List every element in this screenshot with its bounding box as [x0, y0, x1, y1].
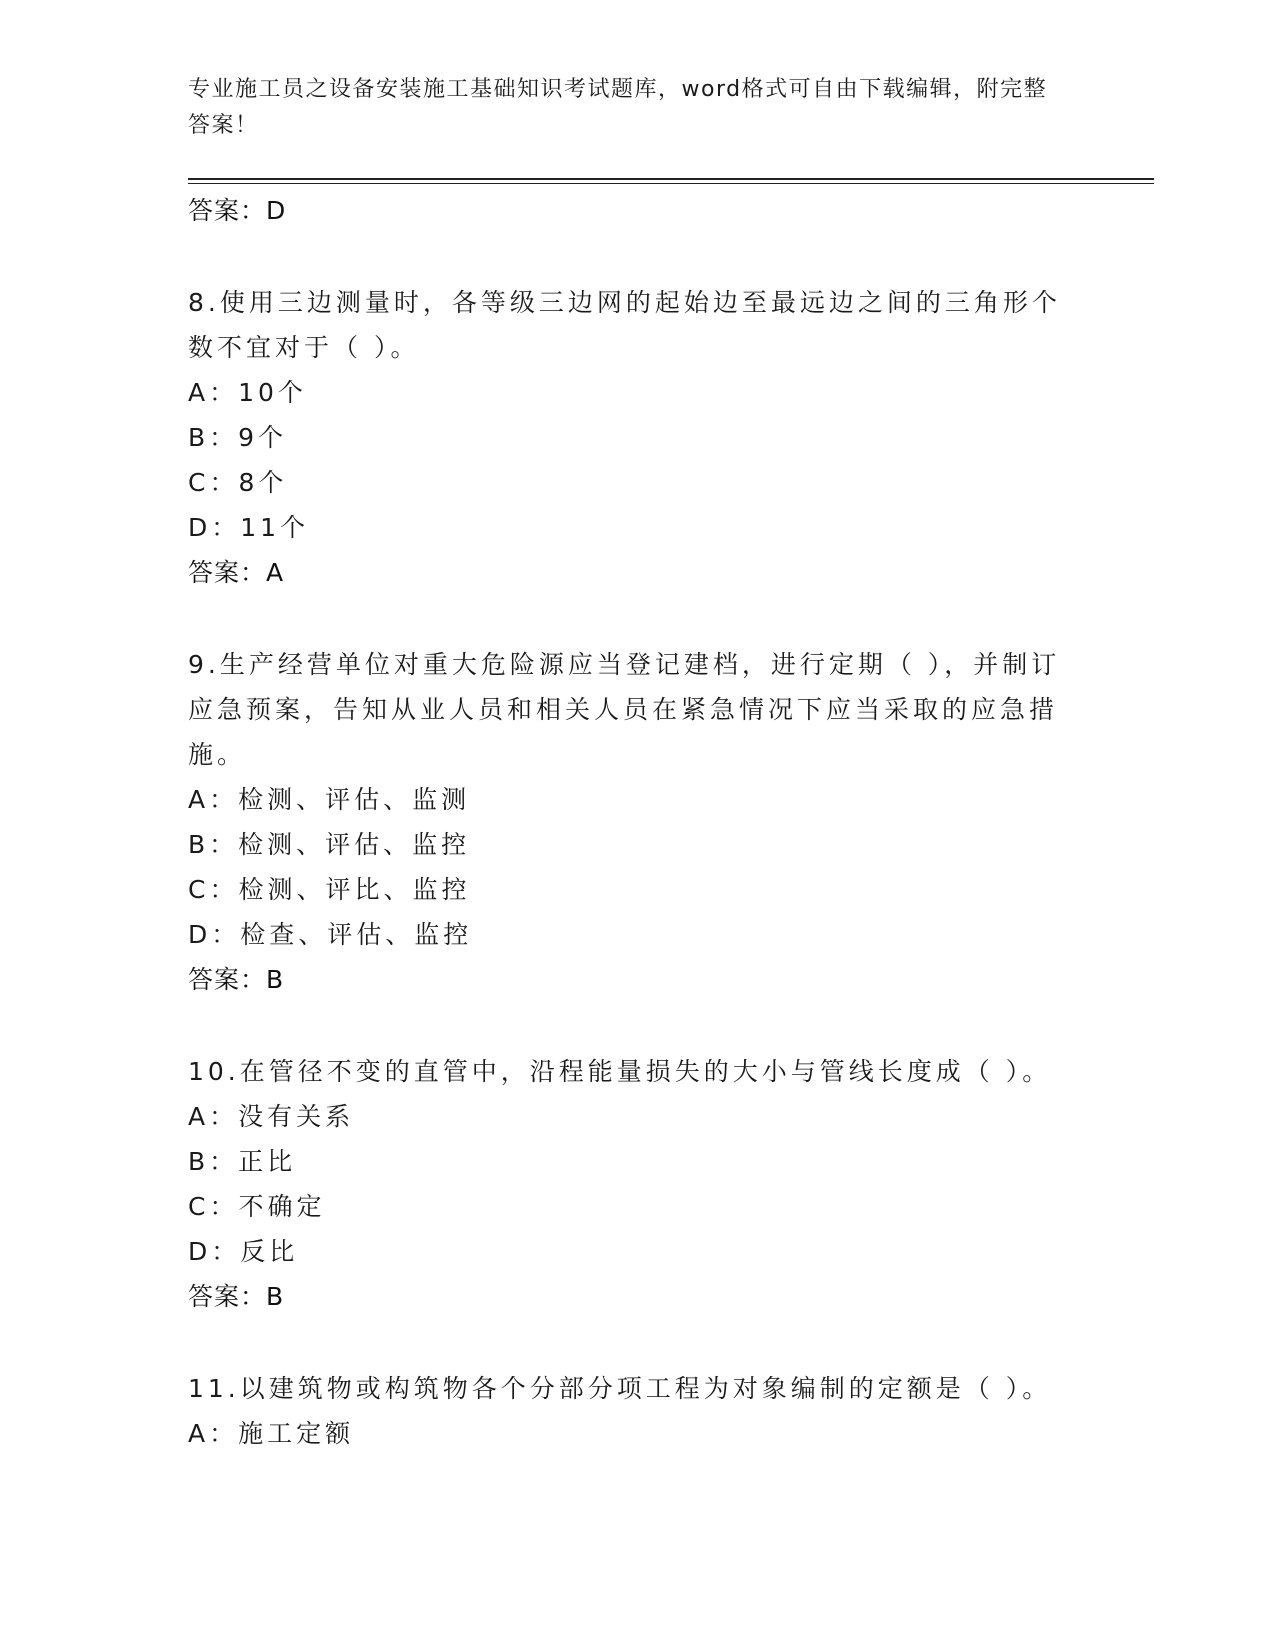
option-a: A：检测、评估、监测: [188, 785, 471, 814]
question-stem: 10.在管径不变的直管中，沿程能量损失的大小与管线长度成（ ）。: [188, 1057, 1052, 1086]
option-d: D：检查、评估、监控: [188, 920, 473, 949]
spacer: [188, 1003, 1078, 1049]
answer-line: 答案：A: [188, 558, 285, 587]
question-block: [188, 642, 1078, 1003]
option-a: A：施工定额: [188, 1419, 355, 1448]
question-block: [188, 1049, 1078, 1320]
question-stem: 9.生产经营单位对重大危险源应当登记建档，进行定期（ ），并制订应急预案，告知从业人员和相关人员在紧急情况下应当采取的应急措施。: [188, 650, 1061, 769]
spacer: [188, 1320, 1078, 1366]
option-b: B：9个: [188, 423, 288, 452]
option-a: A：10个: [188, 378, 307, 407]
answer-line: 答案：D: [188, 196, 287, 225]
option-d: D：11个: [188, 513, 310, 542]
option-d: D：反比: [188, 1237, 299, 1266]
option-a: A：没有关系: [188, 1102, 355, 1131]
option-c: C：不确定: [188, 1192, 326, 1221]
spacer: [188, 234, 1078, 280]
question-stem: 11.以建筑物或构筑物各个分部分项工程为对象编制的定额是（ ）。: [188, 1374, 1052, 1403]
question-block: [188, 1366, 1078, 1456]
option-b: B：正比: [188, 1147, 297, 1176]
spacer: [188, 596, 1078, 642]
header-divider-thin: [188, 183, 1154, 184]
answer-line: 答案：B: [188, 965, 285, 994]
answer-line: 答案：B: [188, 1282, 285, 1311]
page-header-title: 专业施工员之设备安装施工基础知识考试题库，word格式可自由下载编辑，附完整答案！: [188, 77, 1048, 138]
question-stem: 8.使用三边测量时，各等级三边网的起始边至最远边之间的三角形个数不宜对于（ ）。: [188, 288, 1061, 362]
option-b: B：检测、评估、监控: [188, 830, 471, 859]
question-block: [188, 280, 1078, 596]
option-c: C：8个: [188, 468, 288, 497]
question-list: [188, 188, 1078, 1456]
header-divider: [188, 178, 1154, 180]
option-c: C：检测、评比、监控: [188, 875, 471, 904]
